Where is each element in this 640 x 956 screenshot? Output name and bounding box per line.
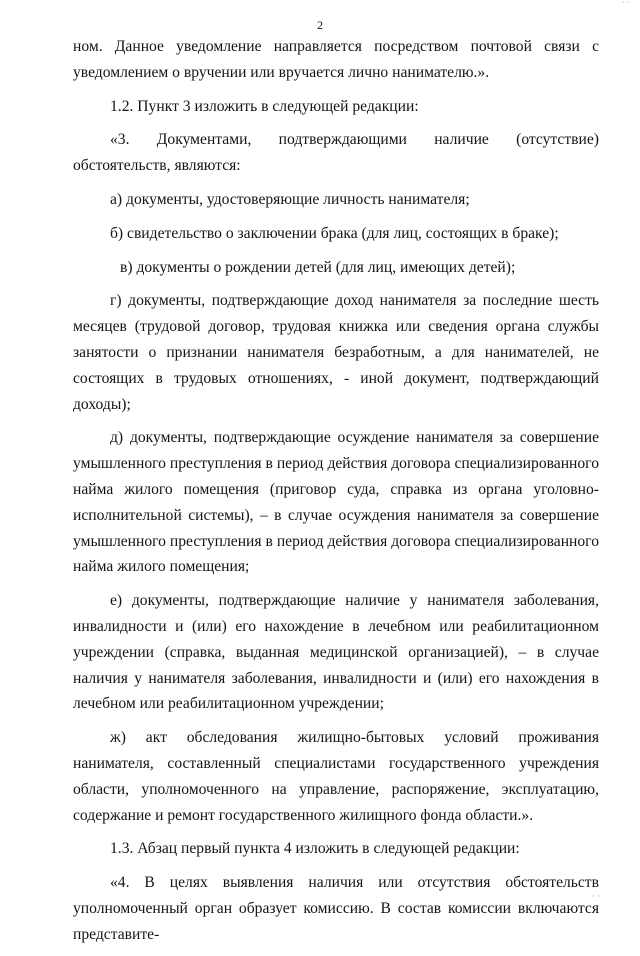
paragraph-item-v: в) документы о рождении детей (для лиц, имеющих детей); — [120, 258, 516, 276]
paragraph-point-4: «4. В целях выявления наличия или отсутствия обстоятельств уполномоченный орган образует комиссию. В состав комиссии включаются представите- — [73, 874, 599, 943]
paragraph-clause-1-3: 1.3. Абзац первый пункта 4 изложить в следующей редакции: — [110, 840, 520, 858]
paragraph-item-a: а) документы, удостоверяющие личность нанимателя; — [110, 190, 470, 208]
paragraph-item-b: б) свидетельство о заключении брака (для лиц, состоящих в браке); — [110, 224, 559, 242]
page-number: 2 — [317, 18, 323, 32]
paragraph-item-e: е) документы, подтверждающие наличие у нанимателя заболевания, инвалидности и (или) его нахождение в лечебном или реабилитационном учреждении (справка, выданная медицинской организацией), – в случае наличия у нанимателя заболевания, инвалидности и (или) его нахождения в лечебном или реабилитационном учреждении; — [73, 592, 599, 713]
paragraph-item-zh: ж) акт обследования жилищно-бытовых условий проживания нанимателя, составленный специалистами государственного учреждения области, уполномоченного на управление, распоряжение, эксплуатацию, содержание и ремонт государственного жилищного фонда области.». — [73, 729, 599, 824]
paragraph-clause-1-2: 1.2. Пункт 3 изложить в следующей редакции: — [110, 97, 419, 115]
scan-footer-mark: · · — [591, 891, 600, 901]
paragraph-point-3-intro: «3. Документами, подтверждающими наличие (отсутствие) обстоятельств, являются: — [73, 131, 599, 175]
document-body — [73, 34, 599, 956]
paragraph-item-g: г) документы, подтверждающие доход нанимателя за последние шесть месяцев (трудовой договор, трудовая книжка или сведения органа службы занятости о признании нанимателя безработным, а для нанимателей, не состоящих в трудовых отношениях, - иной документ, подтверждающий доходы); — [73, 292, 599, 413]
paragraph-item-d: д) документы, подтверждающие осуждение нанимателя за совершение умышленного преступления в период действия договора специализированного найма жилого помещения (приговор суда, справка из органа уголовно-исполнительной системы), – в случае осуждения нанимателя за совершение умышленного преступления в период действия договора специализированного найма жилого помещения; — [73, 429, 599, 576]
paragraph-continuation: ном. Данное уведомление направляется посредством почтовой связи с уведомлением о вручении или вручается лично нанимателю.». — [73, 38, 599, 81]
scan-corner-mark: ˙ ˙ — [621, 0, 630, 10]
